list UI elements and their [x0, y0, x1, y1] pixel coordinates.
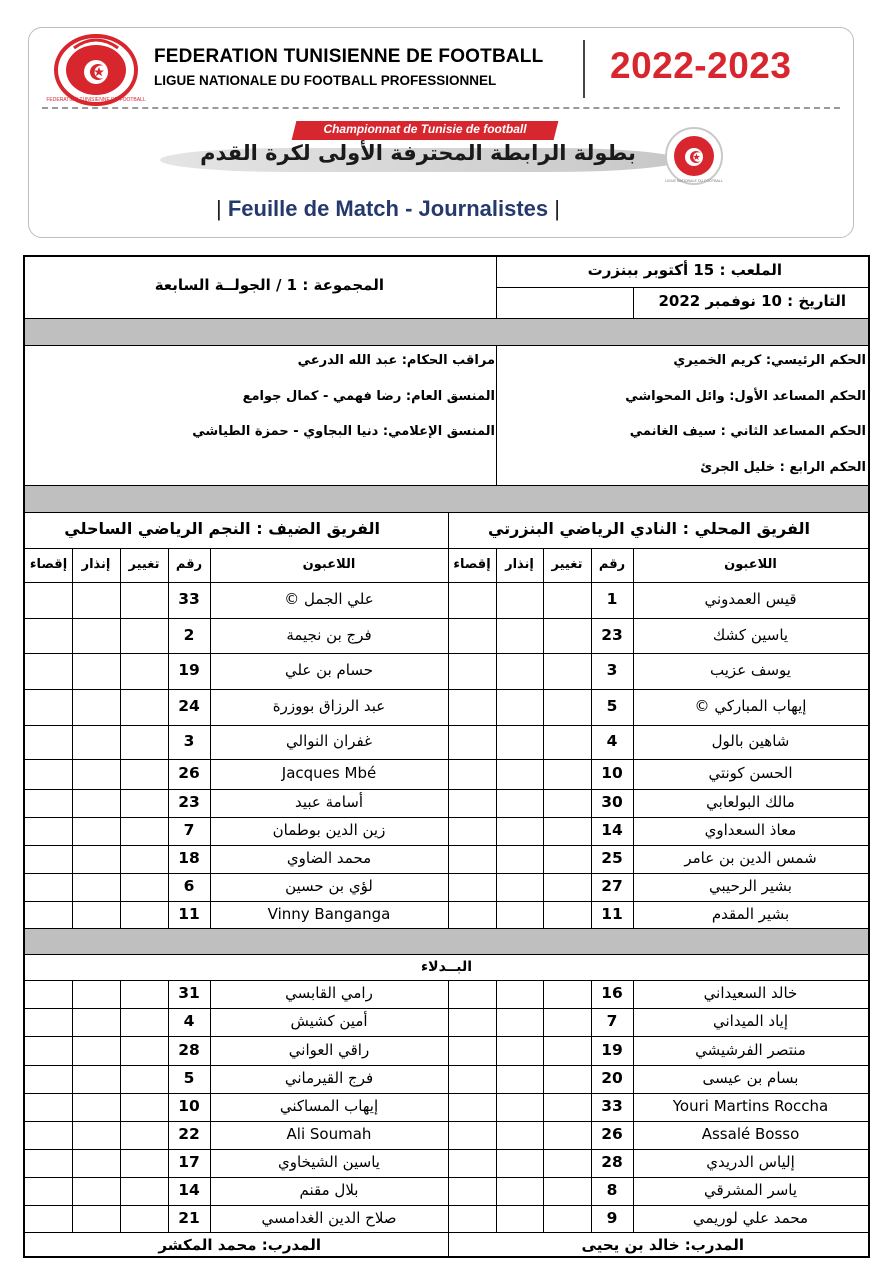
player-number: 14 — [601, 821, 623, 839]
player-number: 5 — [606, 697, 618, 715]
player-name: Assalé Bosso — [701, 1125, 800, 1143]
season-label: 2022-2023 — [610, 45, 792, 86]
sheet-title-text: Feuille de Match - Journalistes — [227, 196, 549, 221]
sheet-title: | Feuille de Match - Journalistes | — [216, 196, 560, 221]
player-name: ياسين كشك — [712, 626, 789, 644]
championship-ribbon-text: Championnat de Tunisie de football — [323, 122, 527, 136]
fourth-referee: الحكم الرابع : خليل الجرئ — [700, 460, 866, 475]
player-number: 18 — [178, 849, 200, 867]
player-number: 4 — [606, 732, 618, 750]
player-number: 21 — [178, 1209, 200, 1227]
player-name: أمين كشيش — [290, 1012, 368, 1030]
away-team-label: الفريق الضيف : النجم الرياضي الساحلي — [64, 519, 380, 538]
player-name: راقي العواني — [288, 1041, 370, 1059]
player-name: إياد الميداني — [712, 1012, 788, 1030]
player-number: 33 — [601, 1097, 623, 1115]
league-seal-icon — [662, 126, 726, 186]
player-name: شمس الدين بن عامر — [684, 849, 817, 867]
player-number: 14 — [178, 1181, 200, 1199]
player-number: 22 — [178, 1125, 200, 1143]
player-number: 31 — [178, 984, 200, 1002]
player-number: 24 — [178, 697, 200, 715]
player-number: 11 — [601, 905, 623, 923]
logo-caption: FEDERATION TUNISIENNE DE FOOTBALL — [46, 97, 146, 103]
player-name: محمد علي لوريمي — [692, 1209, 809, 1227]
col-sub-header: تغيير — [128, 557, 160, 572]
player-number: 6 — [183, 877, 195, 895]
referee-observer: مراقب الحكام: عبد الله الدرعي — [297, 353, 495, 368]
player-number: 19 — [601, 1041, 623, 1059]
player-name: منتصر الفرشيشي — [695, 1041, 806, 1059]
separator-band — [25, 319, 868, 345]
league-name: LIGUE NATIONALE DU FOOTBALL PROFESSIONNEL — [154, 73, 497, 88]
general-coordinator: المنسق العام: رضا فهمي - كمال جوامع — [242, 389, 495, 404]
player-name: حسام بن علي — [284, 661, 374, 679]
player-number: 3 — [183, 732, 195, 750]
player-number: 10 — [178, 1097, 200, 1115]
assistant-referee-1: الحكم المساعد الأول: وائل المحواشي — [625, 389, 866, 404]
match-sheet-table — [23, 255, 870, 1258]
col-sub-header: تغيير — [551, 557, 583, 572]
player-name: بشير المقدم — [711, 905, 790, 923]
player-name: Vinny Banganga — [267, 905, 391, 923]
group-round: المجموعة : 1 / الجولــة السابعة — [154, 276, 384, 294]
player-name: رامي القابسي — [285, 984, 373, 1002]
player-number: 1 — [606, 590, 618, 608]
player-number: 10 — [601, 764, 623, 782]
player-number: 7 — [606, 1012, 618, 1030]
col-expel-header: إقصاء — [29, 557, 68, 572]
player-name: Ali Soumah — [286, 1125, 372, 1143]
player-number: 17 — [178, 1153, 200, 1171]
federation-name: FEDERATION TUNISIENNE DE FOOTBALL — [154, 46, 544, 67]
player-number: 3 — [606, 661, 618, 679]
player-name: فرج بن نجيمة — [286, 626, 372, 644]
player-number: 2 — [183, 626, 195, 644]
player-name: إلياس الدريدي — [706, 1153, 795, 1171]
assistant-referee-2: الحكم المساعد الثاني : سيف الغانمي — [629, 424, 866, 439]
player-number: 23 — [601, 626, 623, 644]
col-warn-header: إنذار — [81, 557, 111, 572]
player-number: 5 — [183, 1069, 195, 1087]
col-number-header: رقم — [598, 557, 626, 572]
player-number: 16 — [601, 984, 623, 1002]
player-name: ياسر المشرقي — [703, 1181, 798, 1199]
player-name: غفران النوالي — [286, 732, 372, 750]
league-title-arabic: بطولة الرابطة المحترفة الأولى لكرة القدم — [200, 141, 636, 165]
player-number: 26 — [601, 1125, 623, 1143]
col-players-header: اللاعبون — [302, 557, 356, 572]
header-divider — [583, 40, 585, 98]
player-name: Jacques Mbé — [281, 764, 377, 782]
player-number: 9 — [606, 1209, 618, 1227]
player-number: 20 — [601, 1069, 623, 1087]
player-number: 19 — [178, 661, 200, 679]
player-name: الحسن كونتي — [708, 764, 793, 782]
player-name: عبد الرزاق بووزرة — [272, 697, 386, 715]
player-name: بلال مقنم — [299, 1181, 359, 1199]
player-number: 27 — [601, 877, 623, 895]
player-number: 26 — [178, 764, 200, 782]
player-number: 28 — [601, 1153, 623, 1171]
player-number: 8 — [606, 1181, 618, 1199]
player-name: يوسف عزيب — [710, 661, 791, 679]
player-number: 7 — [183, 821, 195, 839]
player-name: بشير الرحيبي — [709, 877, 792, 895]
player-number: 23 — [178, 793, 200, 811]
player-name: صلاح الدين الغدامسي — [261, 1209, 397, 1227]
player-number: 4 — [183, 1012, 195, 1030]
header-dashed-line — [42, 107, 840, 109]
player-name: شاهين بالول — [711, 732, 790, 750]
player-number: 33 — [178, 590, 200, 608]
player-name: فرج القيرماني — [284, 1069, 374, 1087]
player-name: محمد الضاوي — [286, 849, 372, 867]
player-name: بسام بن عيسى — [702, 1069, 799, 1087]
match-date: التاريخ : 10 نوفمبر 2022 — [658, 292, 846, 310]
substitutes-label: البــدلاء — [420, 959, 472, 975]
main-referee: الحكم الرئيسي: كريم الخميري — [673, 353, 866, 368]
player-name: أسامة عبيد — [294, 793, 364, 811]
separator-band — [25, 486, 868, 512]
home-coach: المدرب: خالد بن يحيى — [581, 1236, 744, 1254]
player-name: قيس العمدوني — [704, 590, 797, 608]
player-name: ياسين الشيخاوي — [278, 1153, 380, 1171]
seal-caption: LIGUE NATIONALE DU FOOTBALL — [665, 179, 723, 183]
player-name: إيهاب المباركي © — [694, 697, 807, 715]
away-coach: المدرب: محمد المكشر — [158, 1236, 321, 1254]
stadium: الملعب : 15 أكتوبر ببنزرت — [587, 261, 782, 279]
player-name: زين الدين بوطمان — [272, 821, 386, 839]
player-name: إيهاب المساكني — [279, 1097, 379, 1115]
player-number: 11 — [178, 905, 200, 923]
col-warn-header: إنذار — [505, 557, 534, 572]
player-name: خالد السعيداني — [703, 984, 798, 1002]
player-name: علي الجمل © — [284, 590, 374, 608]
player-name: Youri Martins Roccha — [672, 1097, 829, 1115]
federation-logo — [46, 34, 146, 106]
col-players-header: اللاعبون — [724, 557, 777, 572]
separator-band — [25, 929, 868, 954]
col-number-header: رقم — [175, 557, 203, 572]
home-team-label: الفريق المحلي : النادي الرياضي البنزرتي — [487, 519, 810, 538]
player-name: مالك البولعابي — [706, 793, 795, 811]
player-number: 30 — [601, 793, 623, 811]
player-name: معاذ السعداوي — [704, 821, 797, 839]
player-name: لؤي بن حسين — [285, 877, 373, 895]
col-expel-header: إقصاء — [453, 557, 491, 572]
player-number: 25 — [601, 849, 623, 867]
media-coordinator: المنسق الإعلامي: دنيا البجاوي - حمزة الطياشي — [192, 424, 495, 439]
player-number: 28 — [178, 1041, 200, 1059]
